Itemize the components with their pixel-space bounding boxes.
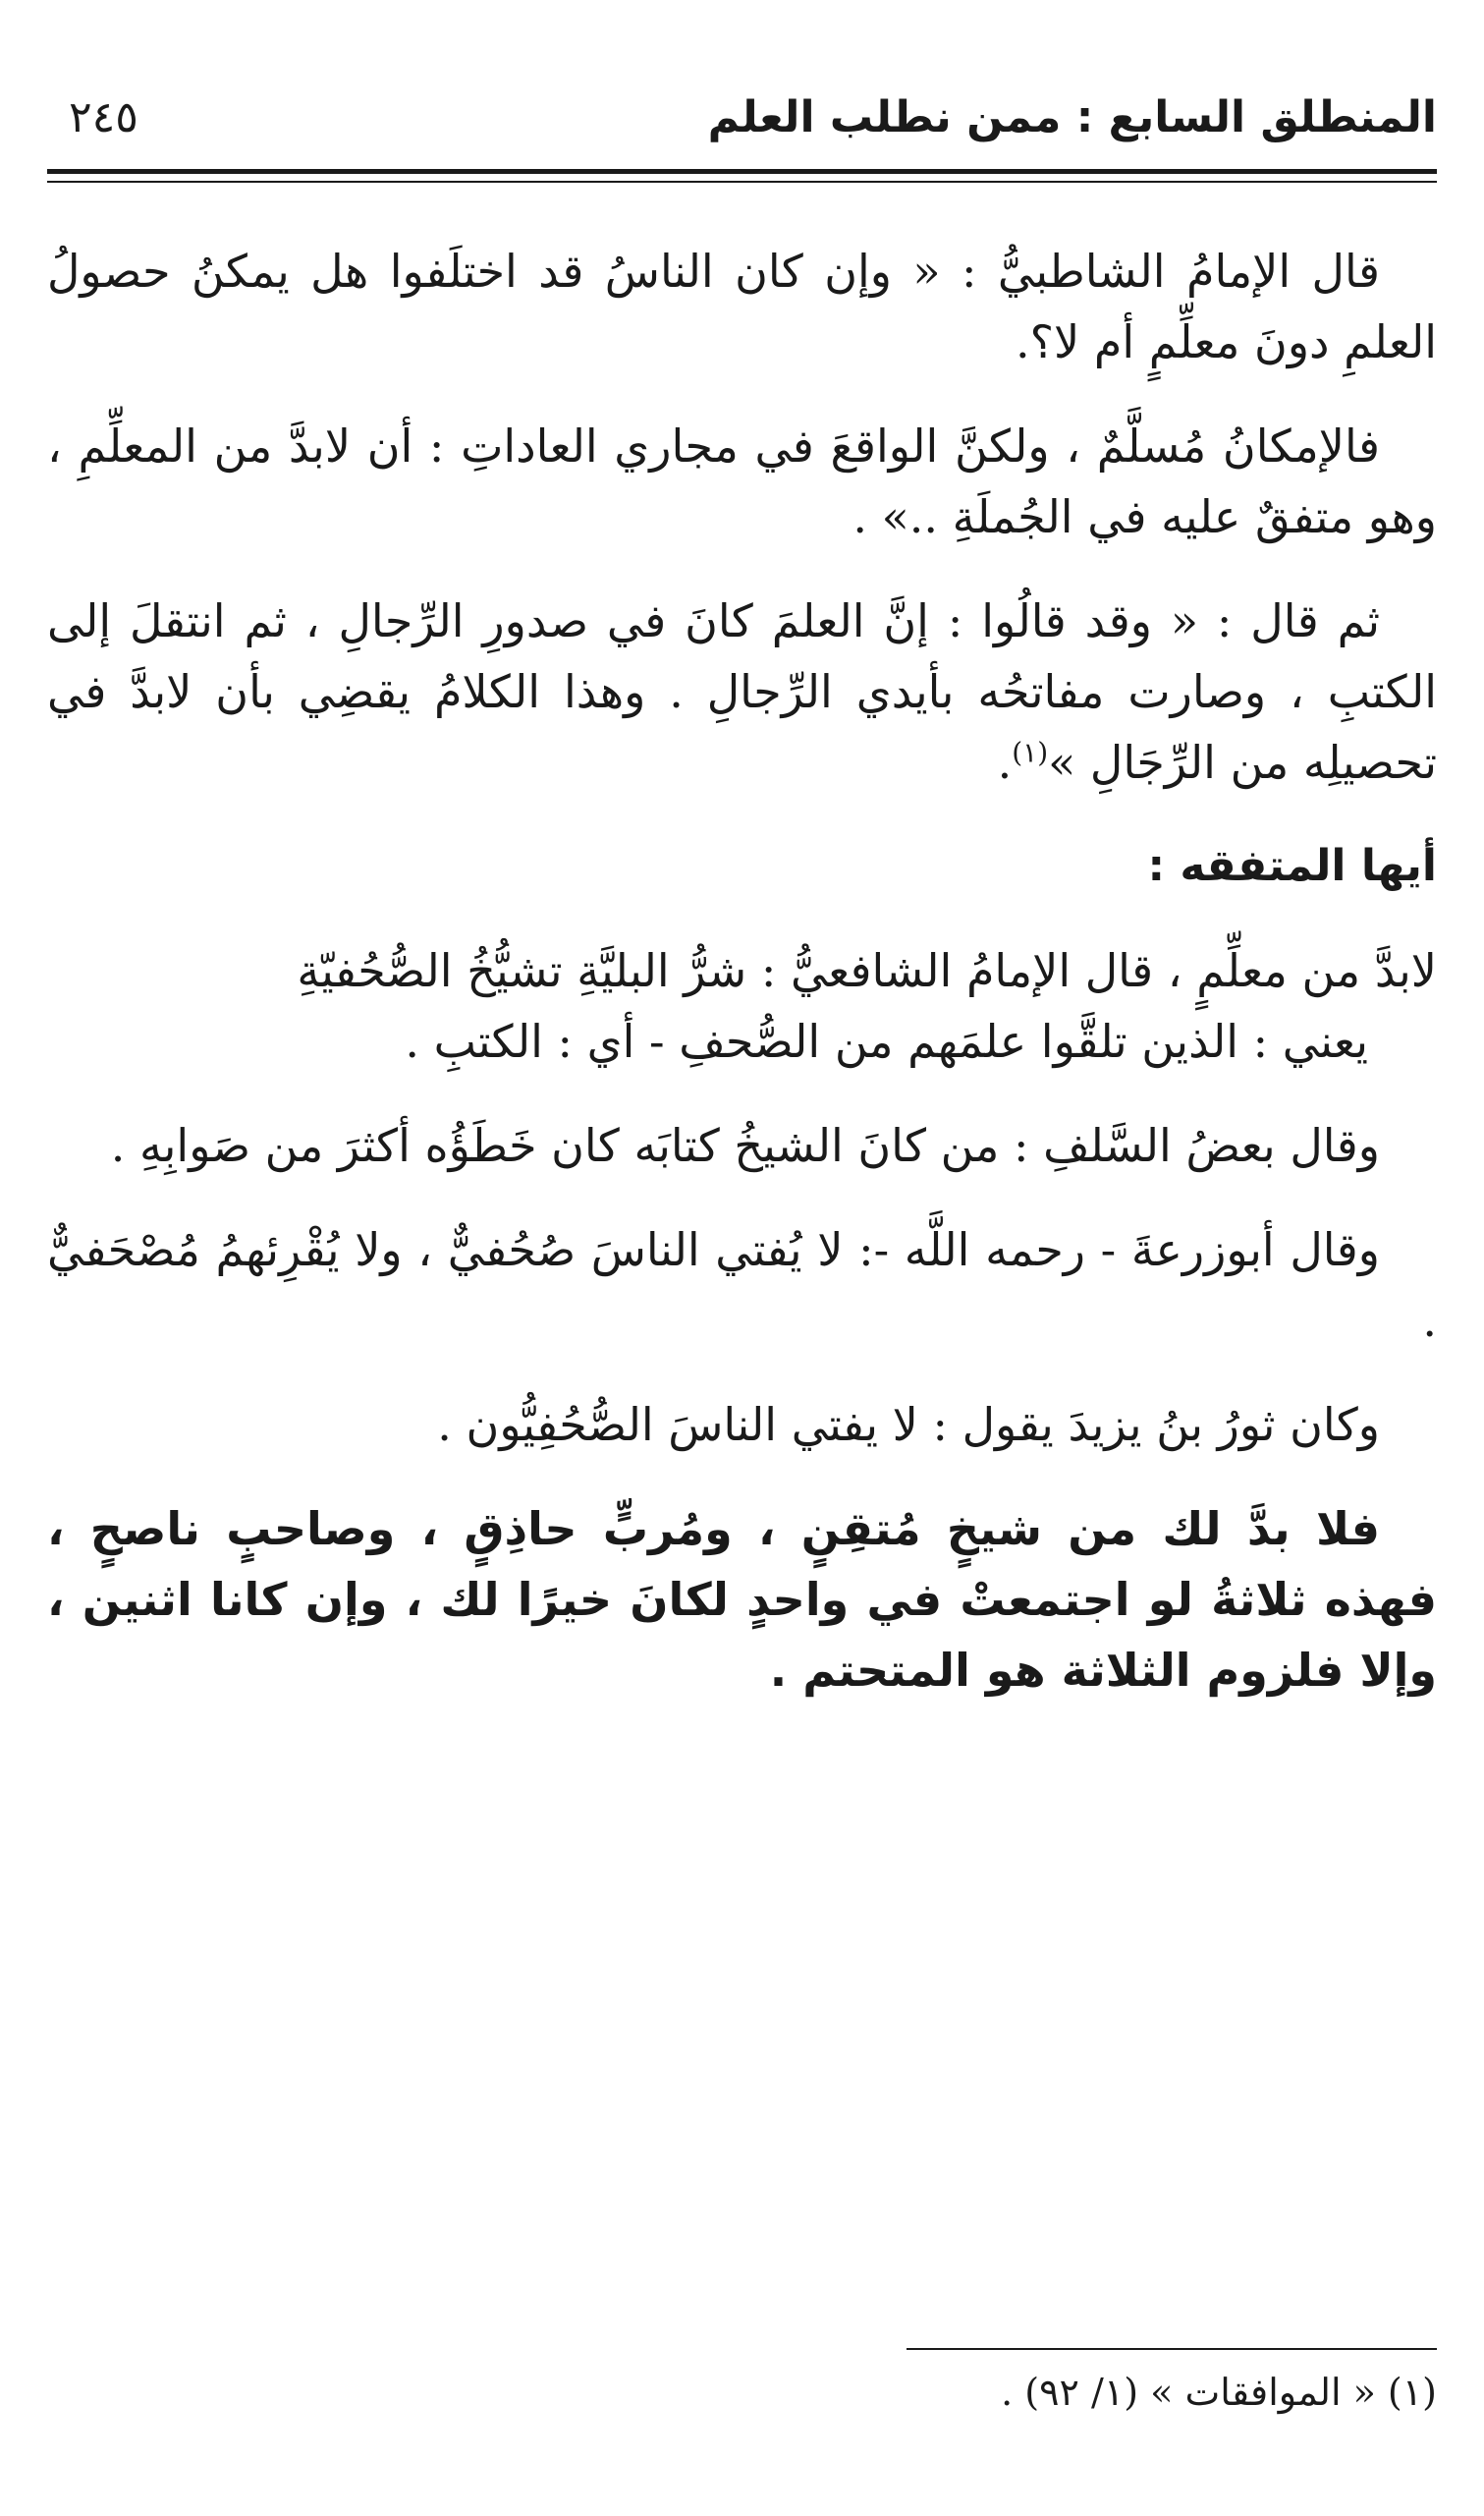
footnote: (١) « الموافقات » (١/ ٩٢) .: [1001, 2371, 1437, 2414]
footnote-reference: (١): [1012, 736, 1049, 769]
paragraph-thawr: وكان ثورُ بنُ يزيدَ يقول : لا يفتي الناسَ الصُّحُفِيُّون .: [437, 1398, 1380, 1451]
verse-line-2: يعني : الذين تلقَّوا علمَهم من الصُّحفِ - أي : الكتبِ .: [405, 1015, 1368, 1068]
paragraph-abu-zurah: وقال أبوزرعةَ - رحمه اللَّه -: لا يُفتي الناسَ صُحُفيٌّ ، ولا يُقْرِئهمُ مُصْحَفيٌّ .: [47, 1223, 1437, 1347]
paragraph-men-of-knowledge: [47, 586, 1437, 798]
paragraph-men-of-knowledge-text: ثم قال : « وقد قالُوا : إنَّ العلمَ كانَ في صدورِ الرِّجالِ ، ثم انتقلَ إلى الكتبِ ، وصارت مفاتحُه بأيدي الرِّجالِ . وهذا الكلامُ يقضِي بأن لابدَّ في تحصيلِه من الرِّجَالِ »: [47, 594, 1437, 789]
paragraph-conclusion: فلا بدَّ لك من شيخٍ مُتقِنٍ ، ومُربٍّ حاذِقٍ ، وصاحبٍ ناصحٍ ، فهذه ثلاثةُ لو اجتمعتْ في واحدٍ لكانَ خيرًا لك ، وإن كانا اثنين ، وإلا فلزوم الثلاثة هو المتحتم .: [47, 1502, 1437, 1697]
running-title: المنطلق السابع : ممن نطلب العلم: [707, 92, 1437, 142]
header-rule-thick: [47, 169, 1437, 174]
book-page: [47, 0, 1437, 2516]
page-number: ٢٤٥: [69, 92, 138, 142]
page-header: [47, 88, 1437, 167]
header-rule-thin: [47, 181, 1437, 183]
paragraph-end-mark: .: [997, 736, 1013, 789]
paragraph-possibility: فالإمكانُ مُسلَّمٌ ، ولكنَّ الواقعَ في مجاري العاداتِ : أن لابدَّ من المعلِّمِ ، وهو متفقٌ عليه في الجُملَةِ ..» .: [47, 419, 1437, 543]
footnote-separator: [907, 2348, 1437, 2350]
page-body: [47, 236, 1437, 1739]
section-heading: أيها المتفقه :: [1147, 841, 1437, 891]
paragraph-shatibi-quote: قال الإمامُ الشاطبيُّ : « وإن كان الناسُ قد اختلَفوا هل يمكنُ حصولُ العلمِ دونَ معلِّمٍ أم لا؟.: [47, 245, 1437, 368]
verse-line-1: لابدَّ من معلِّمٍ ، قال الإمامُ الشافعيُّ : شرُّ البليَّةِ تشيُّخُ الصُّحُفيّةِ: [297, 944, 1437, 997]
paragraph-salaf-saying: وقال بعضُ السَّلفِ : من كانَ الشيخُ كتابَه كان خَطَؤُه أكثرَ من صَوابِهِ .: [110, 1119, 1380, 1172]
shafii-verse: [47, 935, 1437, 1077]
